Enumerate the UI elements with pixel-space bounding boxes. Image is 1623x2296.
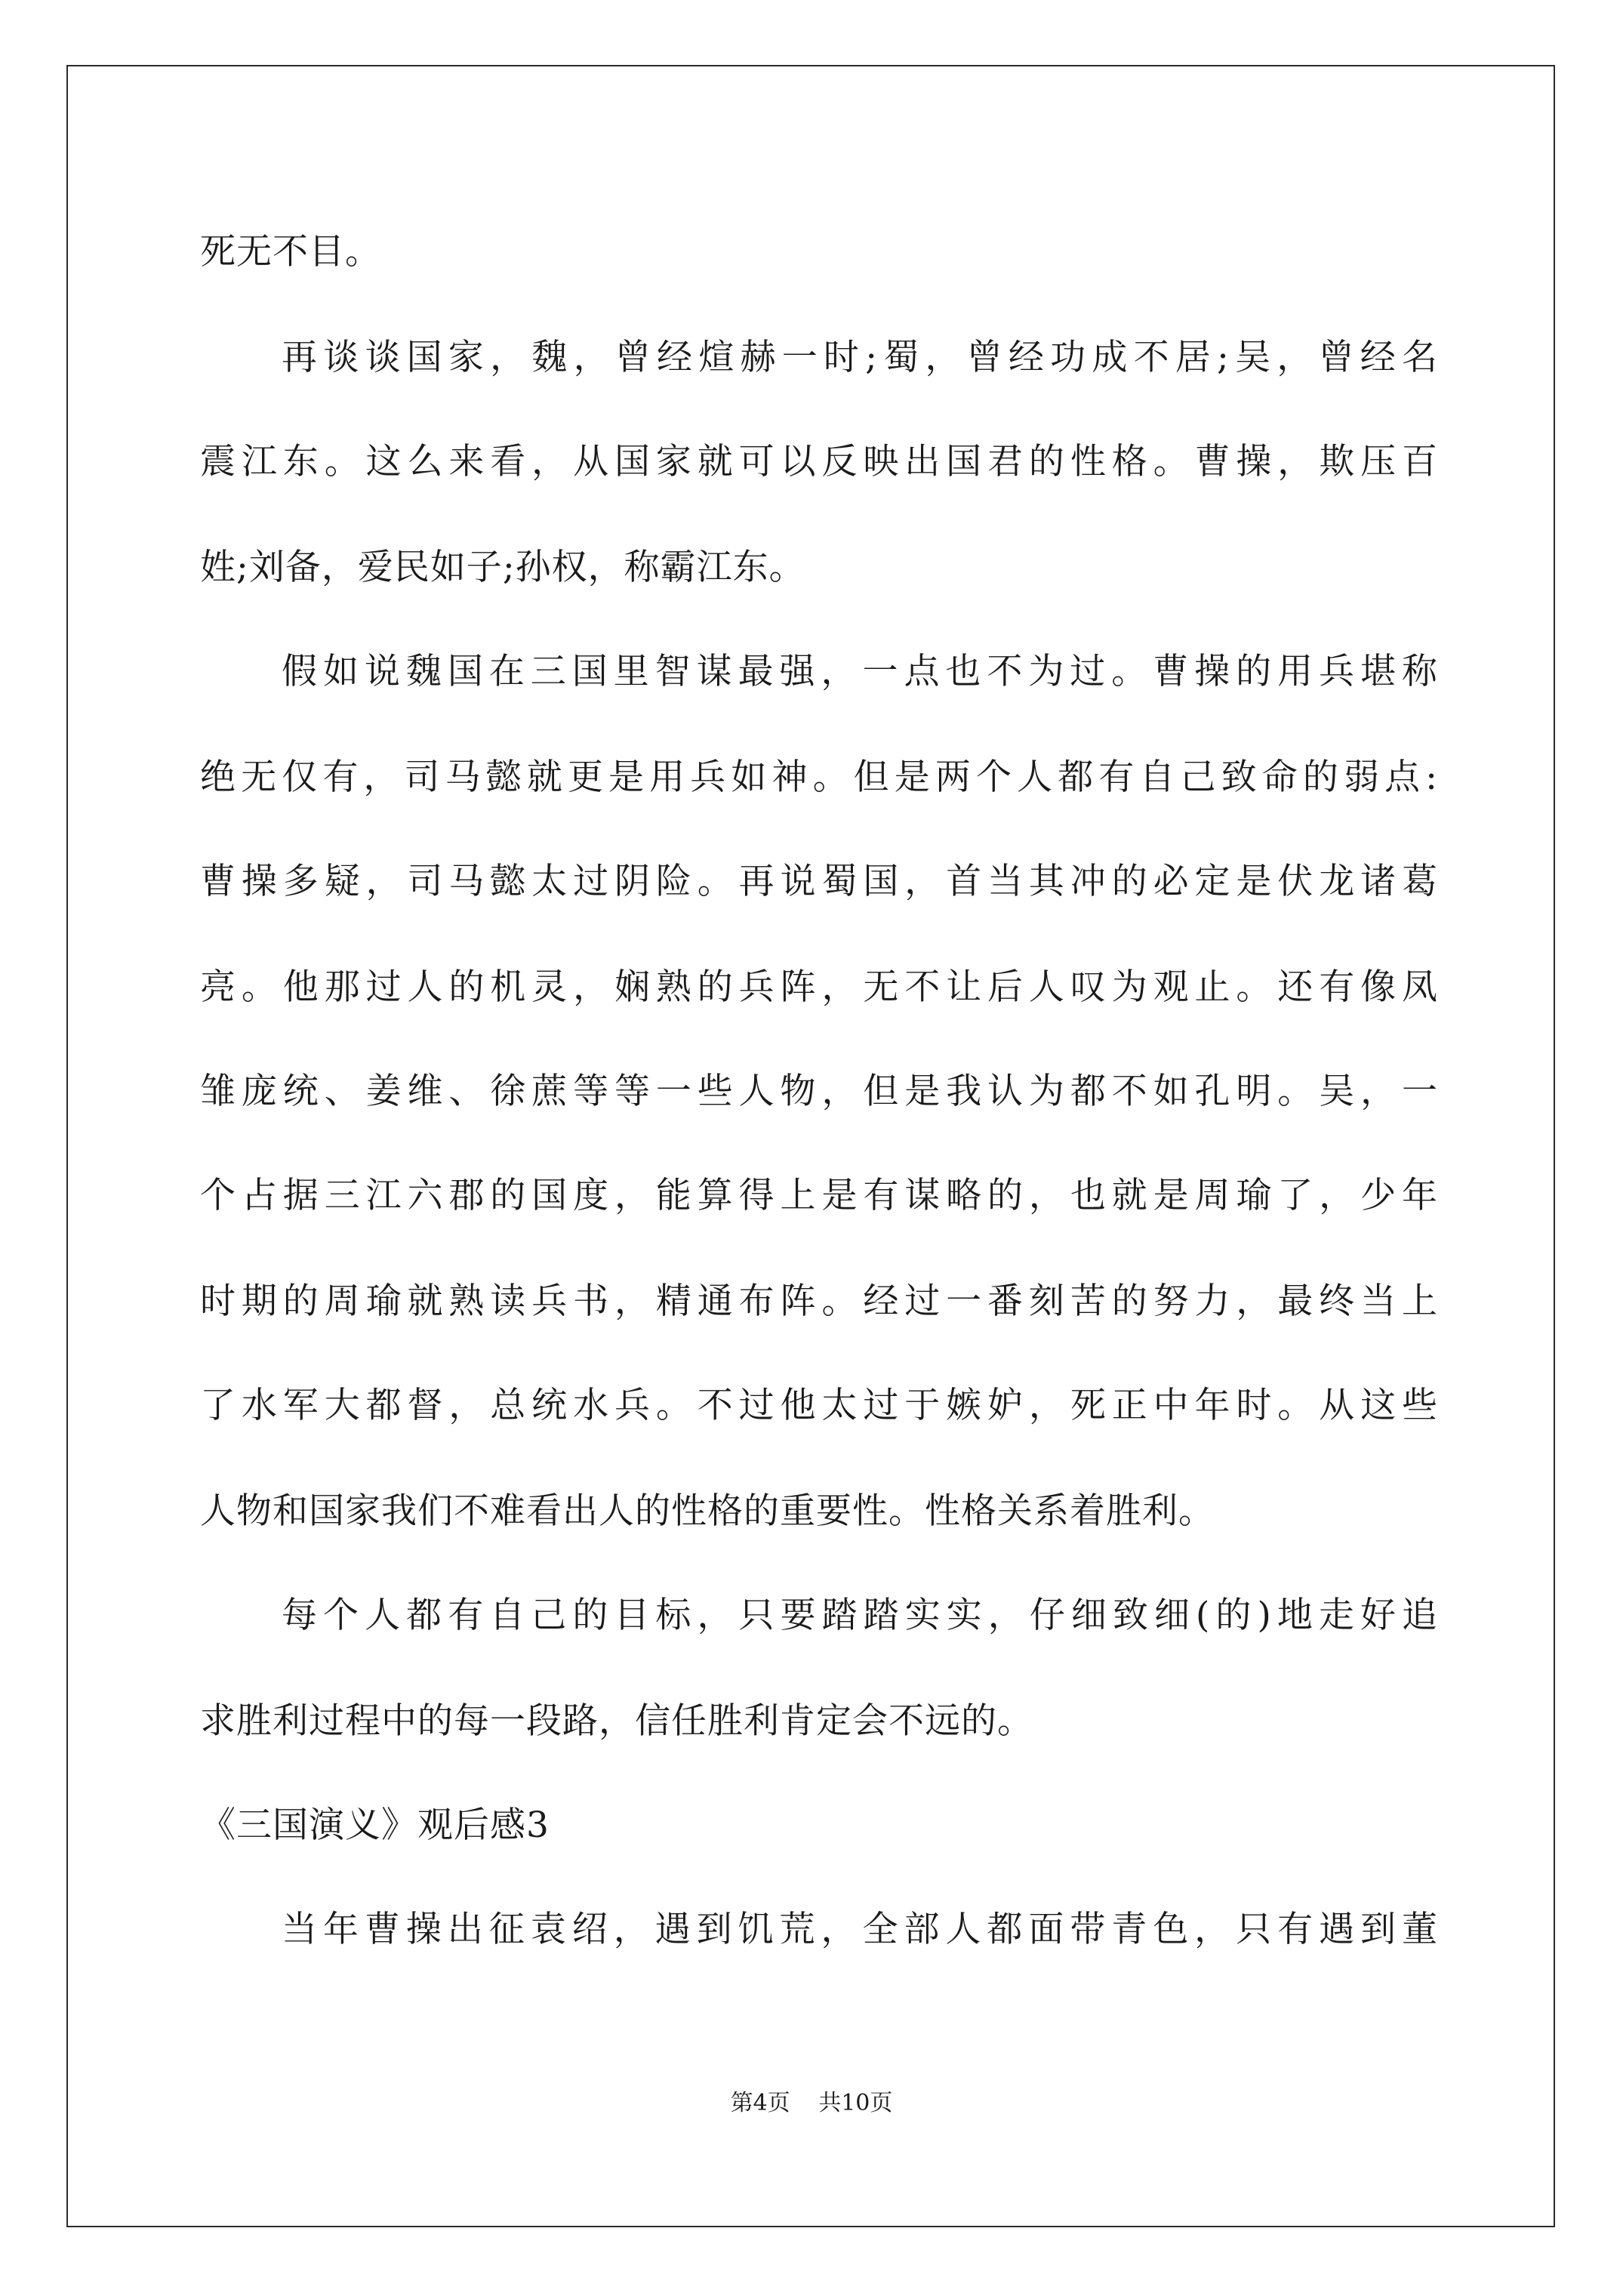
page-border	[66, 65, 1555, 2227]
text-line: 死无不目。	[200, 231, 381, 273]
text-line: 曹操多疑，司马懿太过阴险。再说蜀国，首当其冲的必定是伏龙诸葛	[200, 861, 1438, 902]
paragraph-start-line: 假如说魏国在三国里智谋最强，一点也不为过。曹操的用兵堪称	[282, 651, 1438, 692]
text-line: 个占据三江六郡的国度，能算得上是有谋略的，也就是周瑜了，少年	[200, 1175, 1438, 1216]
section-heading: 《三国演义》观后感3	[200, 1804, 550, 1846]
text-line: 求胜利过程中的每一段路，信任胜利肯定会不远的。	[200, 1700, 1033, 1742]
text-line: 亮。他那过人的机灵，娴熟的兵阵，无不让后人叹为观止。还有像凤	[200, 966, 1438, 1008]
text-line: 了水军大都督，总统水兵。不过他太过于嫉妒，死正中年时。从这些	[200, 1385, 1438, 1426]
page-footer	[0, 2088, 1623, 2119]
text-line: 人物和国家我们不难看出人的性格的重要性。性格关系着胜利。	[200, 1490, 1215, 1532]
page-number: 第4页	[730, 2090, 790, 2116]
text-line: 姓;刘备，爱民如子;孙权，称霸江东。	[200, 547, 805, 588]
text-line: 时期的周瑜就熟读兵书，精通布阵。经过一番刻苦的努力，最终当上	[200, 1281, 1438, 1322]
text-line: 绝无仅有，司马懿就更是用兵如神。但是两个人都有自己致命的弱点:	[200, 757, 1438, 798]
text-line: 雏庞统、姜维、徐蔗等等一些人物，但是我认为都不如孔明。吴，一	[200, 1071, 1438, 1112]
paragraph-start-line: 每个人都有自己的目标，只要踏踏实实，仔细致细(的)地走好追	[282, 1595, 1438, 1636]
paragraph-start-line: 再谈谈国家，魏，曾经煊赫一时;蜀，曾经功成不居;吴，曾经名	[282, 337, 1438, 378]
text-line: 震江东。这么来看，从国家就可以反映出国君的性格。曹操，欺压百	[200, 441, 1438, 482]
total-pages: 共10页	[818, 2090, 893, 2116]
paragraph-start-line: 当年曹操出征袁绍，遇到饥荒，全部人都面带青色，只有遇到董	[282, 1909, 1438, 1950]
